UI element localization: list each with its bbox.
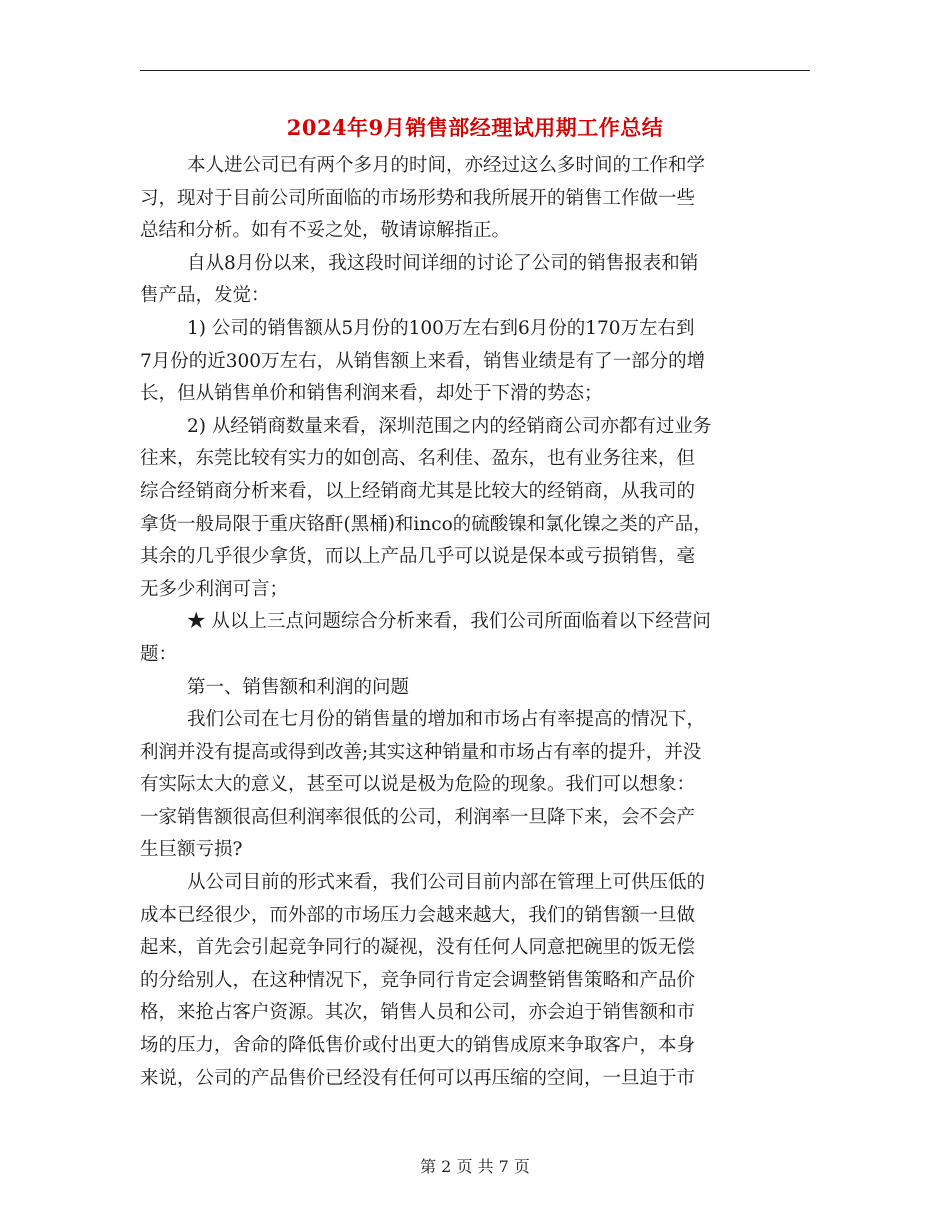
text-line: 1) 公司的销售额从5月份的100万左右到6月份的170万左右到 <box>187 317 695 339</box>
text-line: 有实际太大的意义，甚至可以说是极为危险的现象。我们可以想象： <box>140 774 696 796</box>
text-line: 成本已经很少，而外部的市场压力会越来越大，我们的销售额一旦做 <box>140 904 696 926</box>
text-line: 其余的几乎很少拿货，而以上产品几乎可以说是保本或亏损销售，毫 <box>140 546 696 568</box>
text-line: 综合经销商分析来看，以上经销商尤其是比较大的经销商，从我司的 <box>140 480 696 502</box>
text-line: 长，但从销售单价和销售利润来看，却处于下滑的势态； <box>140 383 603 405</box>
document-body <box>140 150 810 1095</box>
text-line: 从公司目前的形式来看，我们公司目前内部在管理上可供压低的 <box>187 872 706 894</box>
text-line: 2) 从经销商数量来看，深圳范围之内的经销商公司亦都有过业务 <box>187 415 712 437</box>
text-line: 来说，公司的产品售价已经没有任何可以再压缩的空间，一旦迫于市 <box>140 1067 696 1089</box>
text-line: 我们公司在七月份的销售量的增加和市场占有率提高的情况下， <box>187 709 706 731</box>
text-line: 习，现对于目前公司所面临的市场形势和我所展开的销售工作做一些 <box>140 187 696 209</box>
text-line: 本人进公司已有两个多月的时间，亦经过这么多时间的工作和学 <box>187 155 706 176</box>
text-line: 自从8月份以来，我这段时间详细的讨论了公司的销售报表和销 <box>187 252 699 274</box>
text-line: 的分给别人，在这种情况下，竞争同行肯定会调整销售策略和产品价 <box>140 969 696 991</box>
text-line: 一家销售额很高但利润率很低的公司，利润率一旦降下来，会不会产 <box>140 806 696 828</box>
text-line: 往来，东莞比较有实力的如创高、名利佳、盈东，也有业务往来，但 <box>140 448 696 470</box>
text-line: 总结和分析。如有不妥之处，敬请谅解指正。 <box>140 220 511 242</box>
text-line: 无多少利润可言； <box>140 578 289 600</box>
text-line: ★ 从以上三点问题综合分析来看，我们公司所面临着以下经营问 <box>187 611 711 633</box>
text-line: 格，来抢占客户资源。其次，销售人员和公司，亦会迫于销售额和市 <box>140 1002 696 1024</box>
page-footer: 第 2 页 共 7 页 <box>420 1157 530 1176</box>
text-line: 拿货一般局限于重庆铬酐(黑桶)和inco的硫酸镍和氯化镍之类的产品， <box>140 513 712 535</box>
text-line: 第一、销售额和利润的问题 <box>187 676 410 698</box>
header-rule <box>140 70 810 71</box>
text-line: 题： <box>140 643 178 665</box>
text-line: 售产品，发觉： <box>140 285 270 307</box>
text-line: 场的压力，舍命的降低售价或付出更大的销售成原来争取客户，本身 <box>140 1035 696 1057</box>
document-title: 2024年9月销售部经理试用期工作总结 <box>286 115 664 140</box>
text-line: 生巨额亏损? <box>140 839 243 861</box>
text-line: 7月份的近300万左右，从销售额上来看，销售业绩是有了一部分的增 <box>140 350 706 372</box>
text-line: 起来，首先会引起竞争同行的凝视，没有任何人同意把碗里的饭无偿 <box>140 937 696 959</box>
text-line: 利润并没有提高或得到改善;其实这种销量和市场占有率的提升，并没 <box>140 741 702 763</box>
